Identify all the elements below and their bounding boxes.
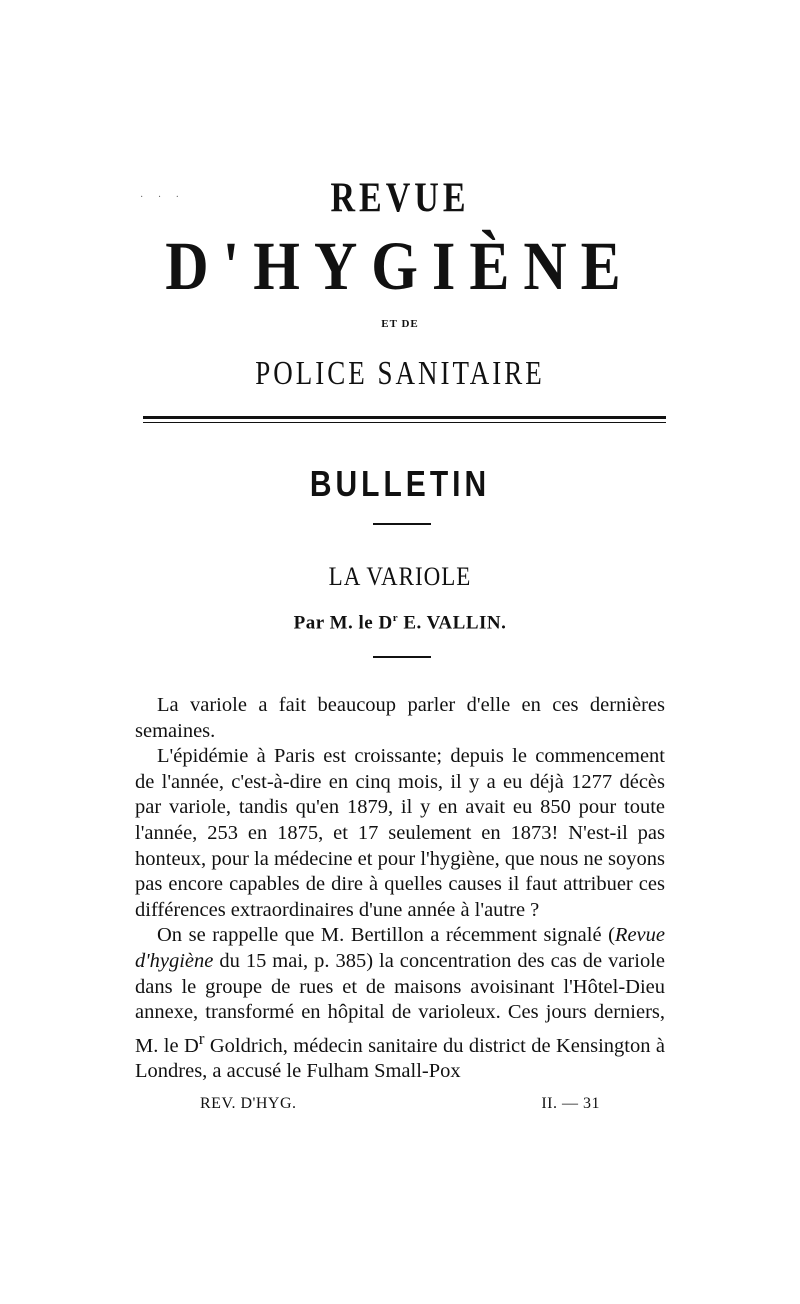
article-title: LA VARIOLE: [328, 562, 472, 591]
paragraph-3: [135, 923, 665, 1084]
section-divider: [373, 523, 431, 525]
author-prefix: Par M. le D: [293, 612, 393, 634]
author-name: E. VALLIN.: [398, 612, 507, 634]
journal-title-hygiene: D'HYGIÈNE: [165, 227, 635, 304]
article-divider: [373, 656, 431, 658]
journal-title-police-sanitaire: POLICE SANITAIRE: [255, 354, 545, 392]
paragraph-3-part-c: Goldrich, médecin sanitaire du district de Kensington à Londres, a accusé le Fulham Small-Pox: [135, 1034, 666, 1083]
author-sup: r: [392, 612, 399, 624]
journal-title-revue: REVUE: [330, 175, 470, 222]
print-specks: · · ·: [140, 192, 185, 203]
paragraph-3-part-a: On se rappelle que M. Bertillon a récemment signalé (: [157, 924, 615, 947]
paragraph-3-part-b: du 15 mai, p. 385) la concentration des cas de variole dans le groupe de rues et de maisons avoisinant l'Hôtel-Dieu annexe, transformé en hôpital de varioleux. Ces jours derniers, M. le D: [135, 949, 665, 1057]
journal-reference: Revue d'hygiène: [135, 924, 665, 972]
article-body: [135, 693, 665, 1085]
journal-title-et-de: ET DE: [381, 318, 419, 330]
header-double-rule: [143, 416, 666, 423]
article-author: [0, 612, 800, 634]
paragraph-2: L'épidémie à Paris est croissante; depuis le commencement de l'année, c'est-à-dire en cinq mois, il y a eu déjà 1277 décès par variole, tandis qu'en 1879, il y en avait eu 850 pour toute l'année, 253 en 1875, et 17 seulement en 1873! N'est-il pas honteux, pour la médecine et pour l'hygiène, que nous ne soyons pas encore capables de dire à quelles causes il faut attribuer ces différences extraordinaires d'une année à l'autre ?: [135, 745, 665, 921]
footer-sheet-number: II. — 31: [541, 1095, 600, 1112]
paragraph-1: La variole a fait beaucoup parler d'elle en ces dernières semaines.: [135, 694, 665, 742]
doctor-sup: r: [198, 1028, 205, 1048]
section-title: BULLETIN: [309, 464, 491, 505]
footer-signature: REV. D'HYG.: [200, 1095, 297, 1112]
